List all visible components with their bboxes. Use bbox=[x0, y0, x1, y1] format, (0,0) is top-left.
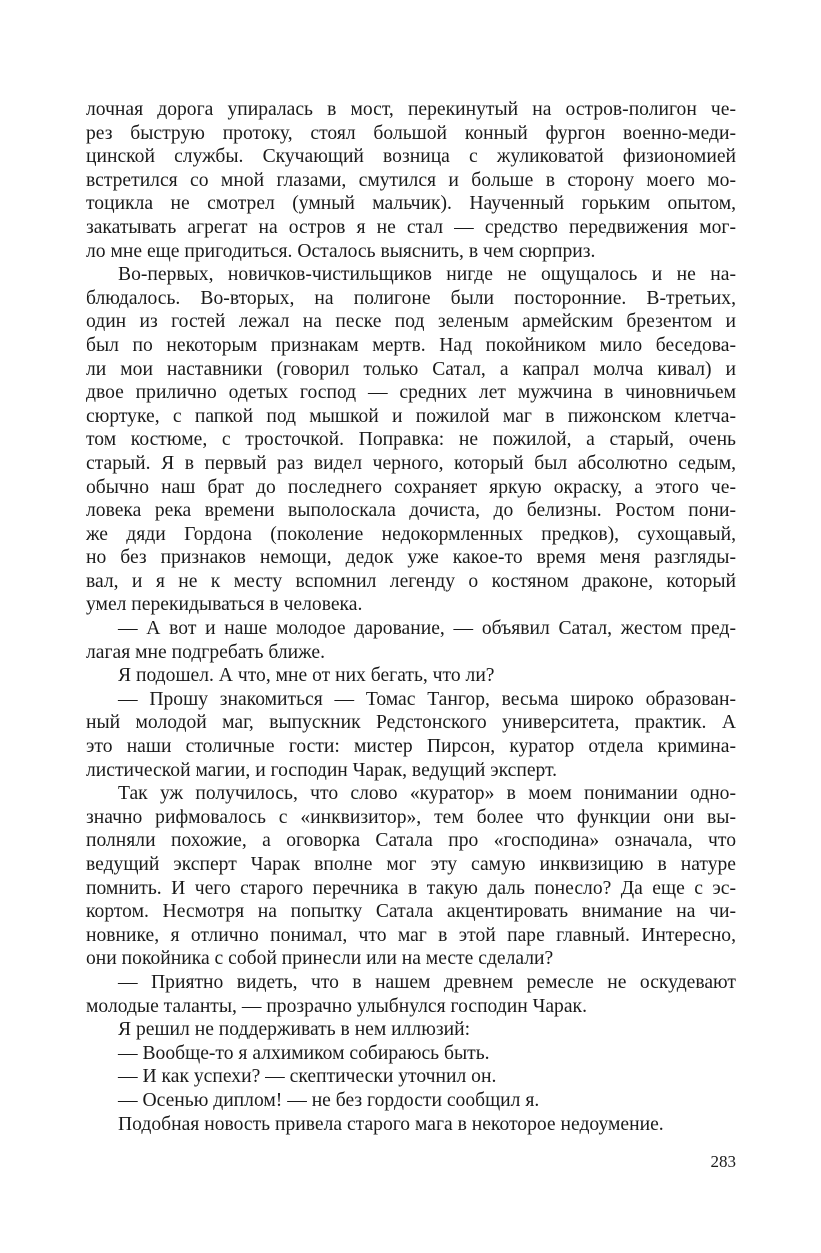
text-line: — Осенью диплом! — не без гордости сообщил я. bbox=[118, 1089, 540, 1111]
text-line: новнике, я отлично понимал, что маг в этой паре главный. Интересно, bbox=[86, 924, 736, 946]
text-line: — А вот и наше молодое дарование, — объявил Сатал, жестом пред- bbox=[118, 618, 736, 640]
text-line: это наши столичные гости: мистер Пирсон, куратор отдела кримина- bbox=[86, 736, 736, 758]
text-line: ведущий эксперт Чарак вполне мог эту самую инквизицию в натуре bbox=[86, 854, 736, 875]
paragraph bbox=[86, 1113, 736, 1137]
text-line: Подобная новость привела старого мага в некоторое недоумение. bbox=[118, 1113, 664, 1135]
text-line: лочная дорога упиралась в мост, перекинутый на остров-полигон че- bbox=[86, 99, 736, 120]
text-line: значно рифмовалось с «инквизитор», тем более что функции они вы- bbox=[86, 806, 736, 828]
text-line: ли мои наставники (говорил только Сатал, а капрал молча кивал) и bbox=[86, 358, 736, 380]
paragraph bbox=[86, 1065, 736, 1089]
text-line: был по некоторым признакам мертв. Над покойником мило беседова- bbox=[86, 334, 736, 356]
paragraph bbox=[86, 664, 736, 688]
text-line: — Прошу знакомиться — Томас Тангор, весьма широко образован- bbox=[118, 688, 736, 710]
text-line: Во-первых, новичков-чистильщиков нигде не ощущалось и не на- bbox=[118, 264, 736, 286]
paragraph bbox=[86, 617, 736, 664]
text-line: они покойника с собой принесли или на месте сделали? bbox=[86, 948, 554, 970]
paragraph bbox=[86, 98, 736, 263]
text-line: вал, и я не к месту вспомнил легенду о костяном драконе, который bbox=[86, 570, 736, 592]
text-line: двое прилично одетых господ — средних лет мужчина в чиновничьем bbox=[86, 382, 736, 404]
text-line: рез быструю протоку, стоял большой конный фургон военно-меди- bbox=[86, 122, 736, 144]
text-line: полняли похожие, а оговорка Сатала про «господина» означала, что bbox=[86, 830, 736, 852]
paragraph bbox=[86, 688, 736, 782]
text-line: том костюме, с тросточкой. Поправка: не пожилой, а старый, очень bbox=[86, 429, 736, 451]
text-line: листической магии, и господин Чарак, ведущий эксперт. bbox=[86, 759, 558, 781]
text-line: тоцикла не смотрел (умный мальчик). Наученный горьким опытом, bbox=[86, 193, 736, 215]
text-line: один из гостей лежал на песке под зеленым армейским брезентом и bbox=[86, 311, 736, 333]
text-line: встретился со мной глазами, смутился и больше в сторону моего мо- bbox=[86, 169, 736, 191]
text-line: цинской службы. Скучающий возница с жуликоватой физиономией bbox=[86, 146, 736, 168]
text-line: помнить. И чего старого перечника в такую даль понесло? Да еще с эс- bbox=[86, 877, 736, 899]
text-line: — Приятно видеть, что в нашем древнем ремесле не оскудевают bbox=[118, 971, 736, 993]
text-line: но без признаков немощи, дедок уже какое-то время меня разгляды- bbox=[86, 547, 736, 569]
paragraph bbox=[86, 263, 736, 617]
text-line: — И как успехи? — скептически уточнил он. bbox=[118, 1066, 497, 1088]
page-text bbox=[86, 98, 736, 1136]
text-line: лагая мне подгребать ближе. bbox=[86, 641, 325, 663]
text-line: кортом. Несмотря на попытку Сатала акцентировать внимание на чи- bbox=[86, 901, 736, 923]
text-line: же дяди Гордона (поколение недокормленных предков), сухощавый, bbox=[86, 523, 736, 545]
paragraph bbox=[86, 782, 736, 971]
text-line: Я решил не поддерживать в нем иллюзий: bbox=[118, 1019, 471, 1041]
text-line: молодые таланты, — прозрачно улыбнулся господин Чарак. bbox=[86, 995, 587, 1017]
paragraph bbox=[86, 1089, 736, 1113]
paragraph bbox=[86, 1018, 736, 1042]
page-number: 283 bbox=[710, 1152, 736, 1171]
text-line: умел перекидываться в человека. bbox=[86, 594, 363, 616]
text-line: Я подошел. А что, мне от них бегать, что ли? bbox=[118, 665, 495, 687]
text-line: ло мне еще пригодиться. Осталось выяснить, в чем сюрприз. bbox=[86, 240, 596, 262]
text-line: закатывать агрегат на остров я не стал — средство передвижения мог- bbox=[86, 216, 736, 238]
paragraph bbox=[86, 1042, 736, 1066]
text-line: Так уж получилось, что слово «куратор» в моем понимании одно- bbox=[118, 783, 736, 805]
text-line: сюртуке, с папкой под мышкой и пожилой маг в пижонском клетча- bbox=[86, 405, 736, 427]
text-line: обычно наш брат до последнего сохраняет яркую окраску, а этого че- bbox=[86, 476, 736, 498]
text-line: блюдалось. Во-вторых, на полигоне были посторонние. В-третьих, bbox=[86, 287, 736, 309]
paragraph bbox=[86, 971, 736, 1018]
text-line: — Вообще-то я алхимиком собираюсь быть. bbox=[118, 1042, 490, 1064]
text-line: ный молодой маг, выпускник Редстонского университета, практик. А bbox=[86, 712, 736, 734]
text-line: ловека река времени выполоскала дочиста, до белизны. Ростом пони- bbox=[86, 500, 736, 522]
text-line: старый. Я в первый раз видел черного, который был абсолютно седым, bbox=[86, 452, 736, 474]
